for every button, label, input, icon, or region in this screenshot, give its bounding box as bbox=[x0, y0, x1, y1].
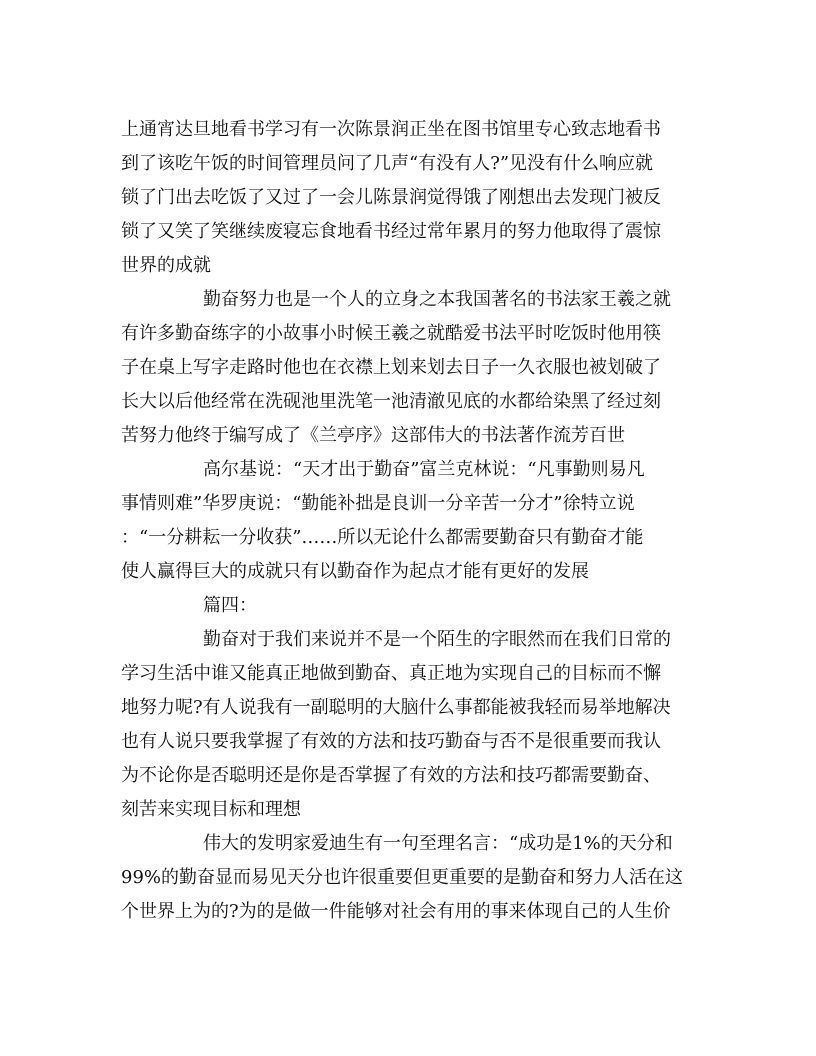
text-line: 勤奋对于我们来说并不是一个陌生的字眼然而在我们日常的 bbox=[203, 629, 671, 650]
text-line: 事情则难”华罗庚说：“勤能补拙是良训一分辛苦一分才”徐特立说 bbox=[121, 493, 635, 514]
paragraph bbox=[121, 118, 695, 288]
text-line: 使人赢得巨大的成就只有以勤奋作为起点才能有更好的发展 bbox=[121, 561, 589, 582]
text-line: 长大以后他经常在洗砚池里洗笔一池清澈见底的水都给染黑了经过刻 bbox=[121, 391, 661, 412]
document-body bbox=[121, 118, 695, 934]
paragraph bbox=[121, 594, 695, 628]
text-line: 苦努力他终于编写成了《兰亭序》这部伟大的书法著作流芳百世 bbox=[121, 425, 625, 446]
text-line: 篇四： bbox=[203, 595, 257, 616]
text-line: 高尔基说：“天才出于勤奋”富兰克林说：“凡事勤则易凡 bbox=[203, 459, 645, 480]
text-line: 学习生活中谁又能真正地做到勤奋、真正地为实现自己的目标而不懈 bbox=[121, 663, 661, 684]
paragraph bbox=[121, 628, 695, 832]
text-line: 上通宵达旦地看书学习有一次陈景润正坐在图书馆里专心致志地看书 bbox=[121, 119, 661, 140]
text-line: 地努力呢?有人说我有一副聪明的大脑什么事都能被我轻而易举地解决 bbox=[121, 697, 671, 718]
text-line: 为不论你是否聪明还是你是否掌握了有效的方法和技巧都需要勤奋、 bbox=[121, 765, 661, 786]
text-line: 99%的勤奋显而易见天分也许很重要但更重要的是勤奋和努力人活在这 bbox=[121, 867, 684, 888]
text-line: 子在桌上写字走路时他也在衣襟上划来划去日子一久衣服也被划破了 bbox=[121, 357, 661, 378]
paragraph bbox=[121, 832, 695, 934]
text-line: 勤奋努力也是一个人的立身之本我国著名的书法家王羲之就 bbox=[203, 289, 671, 310]
text-line: ：“一分耕耘一分收获”……所以无论什么都需要勤奋只有勤奋才能 bbox=[121, 527, 644, 548]
text-line: 有许多勤奋练字的小故事小时候王羲之就酷爱书法平时吃饭时他用筷 bbox=[121, 323, 661, 344]
text-line: 伟大的发明家爱迪生有一句至理名言：“成功是1%的天分和 bbox=[203, 833, 673, 854]
text-line: 刻苦来实现目标和理想 bbox=[121, 799, 301, 820]
text-line: 也有人说只要我掌握了有效的方法和技巧勤奋与否不是很重要而我认 bbox=[121, 731, 661, 752]
text-line: 锁了门出去吃饭了又过了一会儿陈景润觉得饿了刚想出去发现门被反 bbox=[121, 187, 661, 208]
text-line: 世界的成就 bbox=[121, 255, 211, 276]
paragraph bbox=[121, 458, 695, 594]
text-line: 个世界上为的?为的是做一件能够对社会有用的事来体现自己的人生价 bbox=[121, 901, 671, 922]
text-line: 锁了又笑了笑继续废寝忘食地看书经过常年累月的努力他取得了震惊 bbox=[121, 221, 661, 242]
paragraph bbox=[121, 288, 695, 458]
text-line: 到了该吃午饭的时间管理员问了几声“有没有人?”见没有什么响应就 bbox=[121, 153, 654, 174]
